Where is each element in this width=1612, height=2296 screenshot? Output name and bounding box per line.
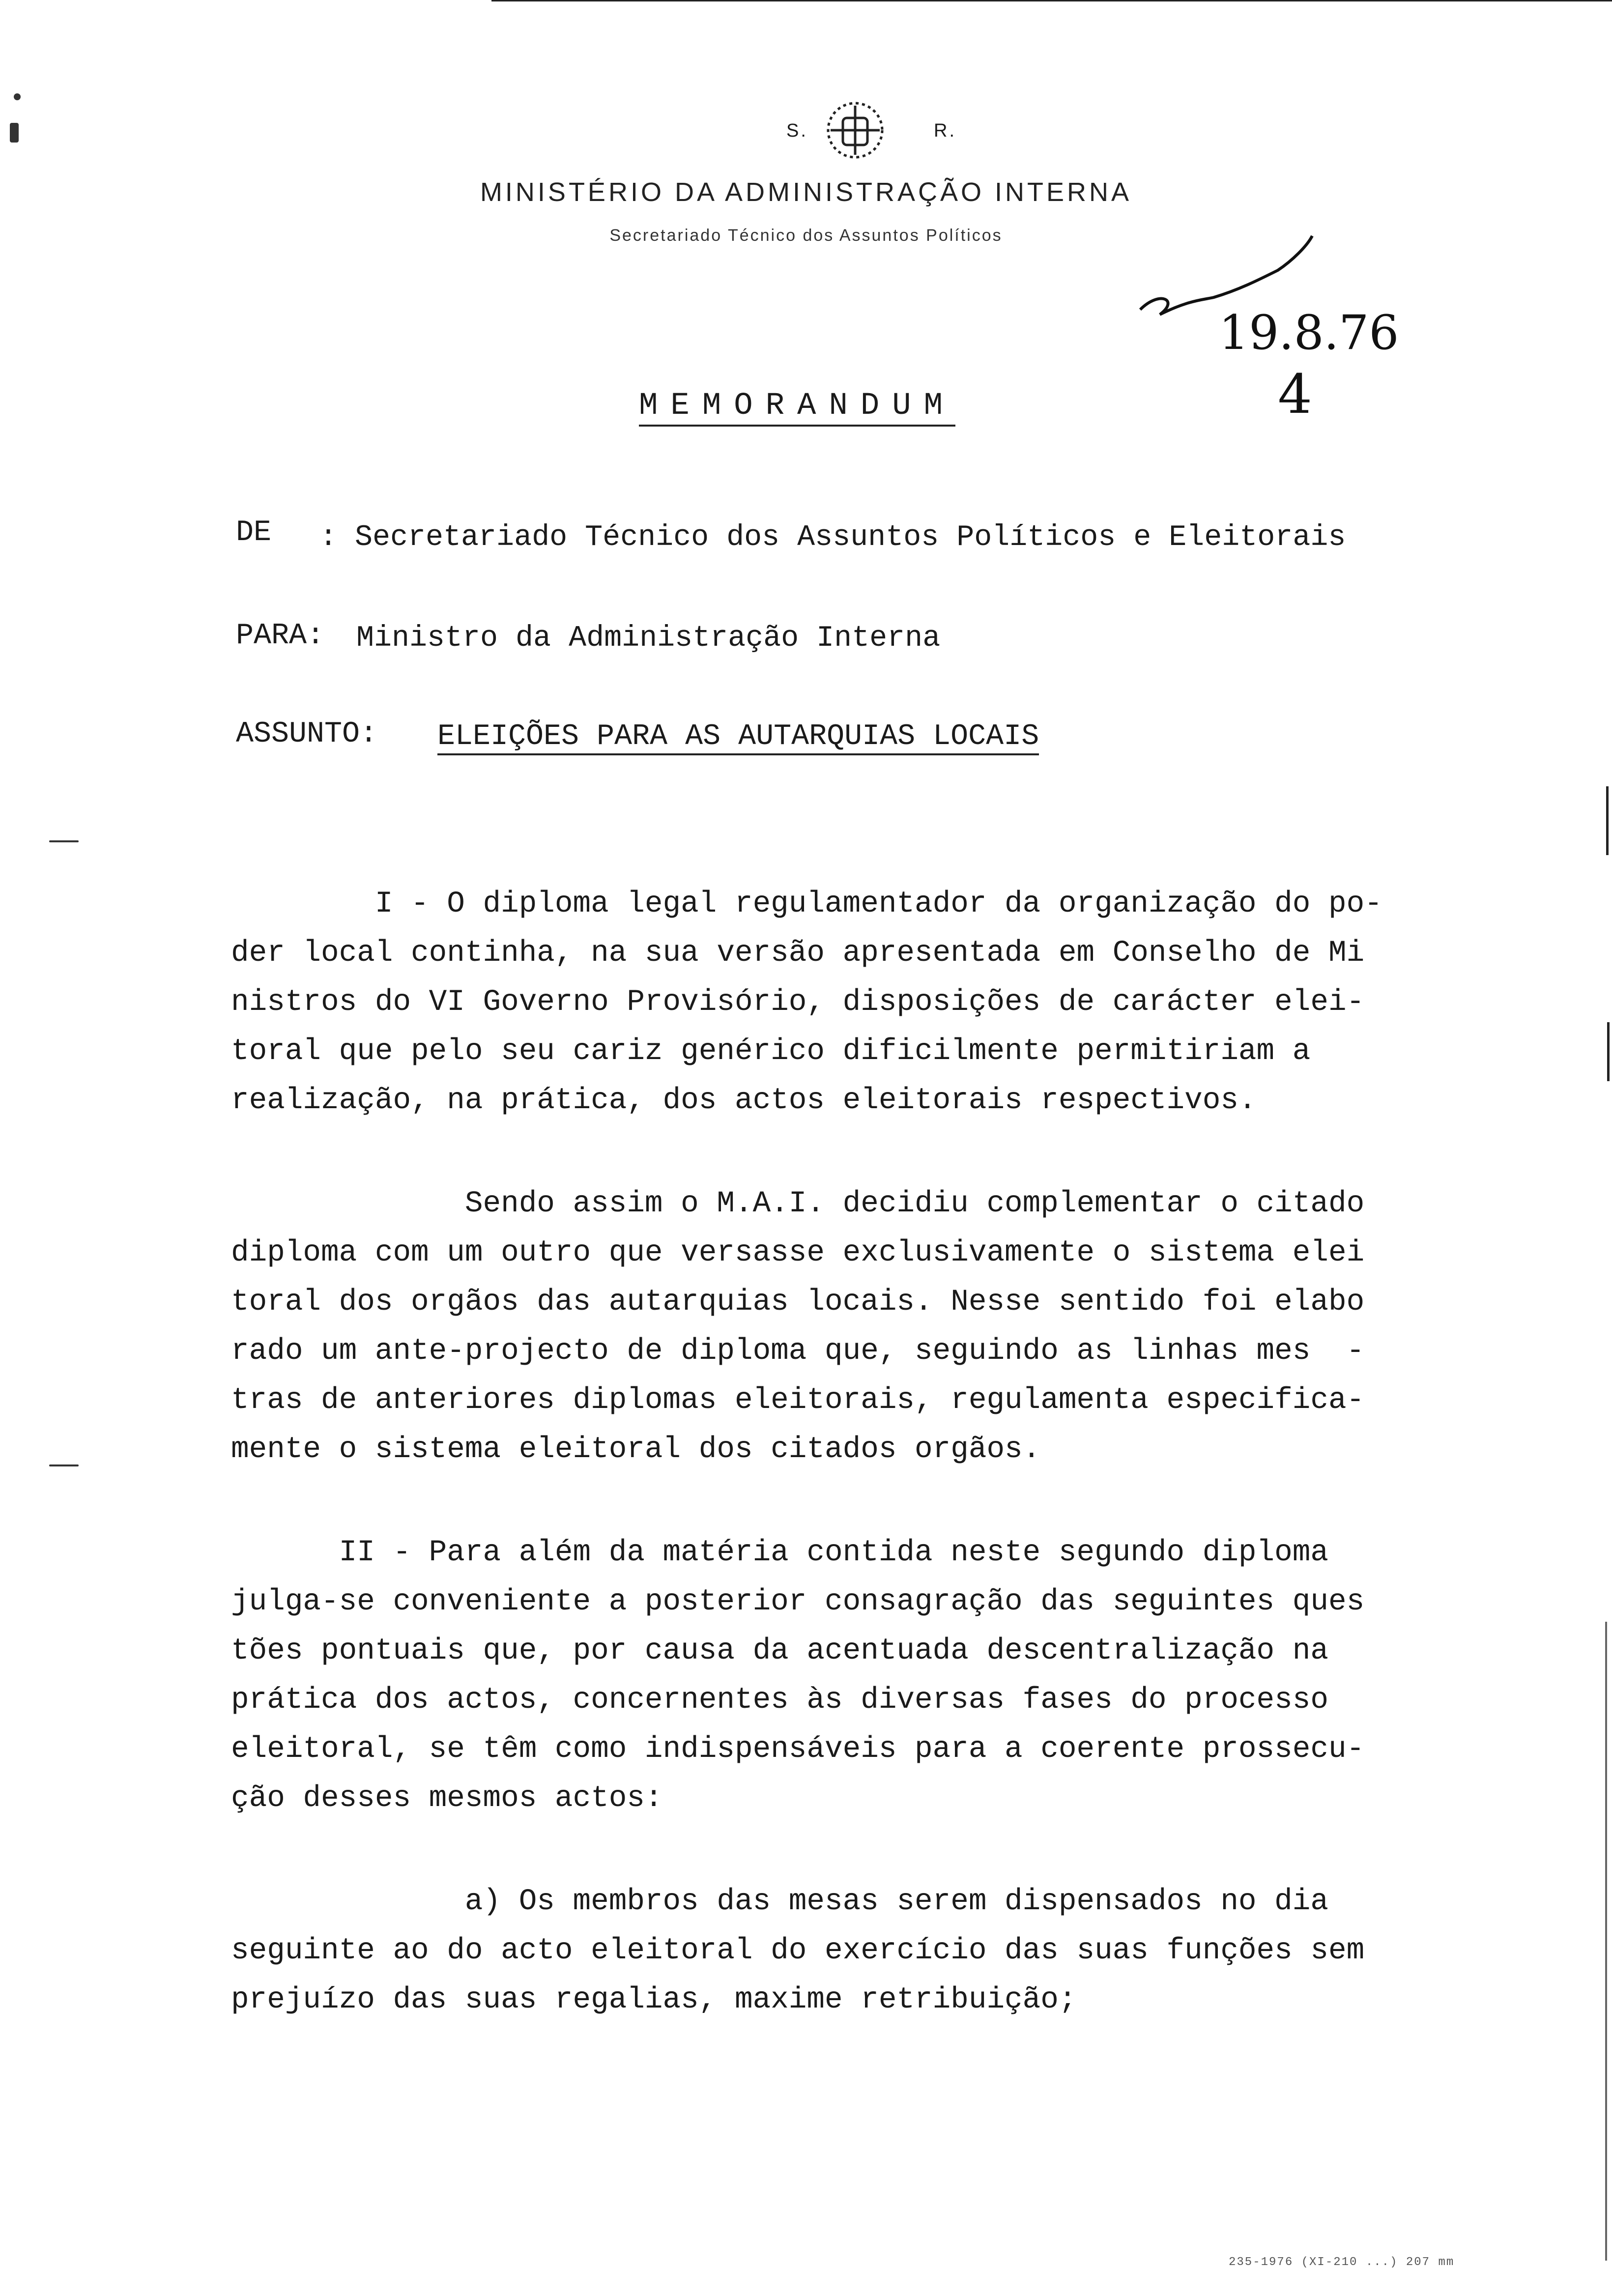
paragraph-line: Sendo assim o M.A.I. decidiu complementar o citado xyxy=(231,1187,1365,1221)
paragraph-line: mente o sistema eleitoral dos citados orgãos. xyxy=(231,1433,1041,1466)
letterhead-right-letter: R. xyxy=(934,120,956,141)
paragraph-3 xyxy=(231,1528,1519,1823)
paragraph-line: nistros do VI Governo Provisório, disposições de carácter elei- xyxy=(231,985,1365,1019)
letterhead-left-letter: S. xyxy=(786,120,808,141)
paragraph-4 xyxy=(231,1877,1519,2025)
paragraph-line: realização, na prática, dos actos eleitorais respectivos. xyxy=(231,1084,1257,1118)
coat-of-arms-emblem xyxy=(781,91,929,165)
secretariat-name: Secretariado Técnico dos Assuntos Políticos xyxy=(609,226,1003,245)
paragraph-1 xyxy=(231,880,1519,1125)
scan-dot xyxy=(49,1464,79,1466)
header-to-value: Ministro da Administração Interna xyxy=(356,622,941,655)
header-subject-value: ELEIÇÕES PARA AS AUTARQUIAS LOCAIS xyxy=(437,720,1039,755)
paragraph-line: rado um ante-projecto de diploma que, seguindo as linhas mes - xyxy=(231,1334,1365,1368)
handwritten-annotation xyxy=(1130,216,1406,423)
handwritten-date: 19.8.76 xyxy=(1219,305,1399,360)
paragraph-line: ção desses mesmos actos: xyxy=(231,1781,663,1815)
print-code: 235-1976 (XI-210 ...) 207 mm xyxy=(1229,2256,1455,2269)
paragraph-line: prática dos actos, concernentes às diversas fases do processo xyxy=(231,1683,1328,1717)
scan-edge-mark xyxy=(1605,1622,1607,2261)
memo-title: MEMORANDUM xyxy=(639,388,955,427)
scan-dot xyxy=(49,840,79,842)
handwritten-number: 4 xyxy=(1278,363,1312,423)
paragraph-line: julga-se conveniente a posterior consagração das seguintes ques xyxy=(231,1585,1365,1619)
paragraph-line: a) Os membros das mesas serem dispensados no dia xyxy=(231,1885,1328,1919)
scan-dot xyxy=(14,93,21,100)
header-from-label: DE xyxy=(236,516,272,549)
paragraph-2 xyxy=(231,1179,1519,1474)
paragraph-line: tras de anteriores diplomas eleitorais, regulamenta especifica- xyxy=(231,1383,1365,1417)
paragraph-line: I - O diploma legal regulamentador da organização do po- xyxy=(231,887,1382,921)
paragraph-line: II - Para além da matéria contida neste segundo diploma xyxy=(231,1536,1328,1570)
paragraph-line: tões pontuais que, por causa da acentuada descentralização na xyxy=(231,1634,1328,1668)
header-to-label: PARA: xyxy=(236,619,325,653)
scan-edge-mark xyxy=(1606,786,1609,855)
header-subject-label: ASSUNTO: xyxy=(236,718,378,751)
paragraph-line: toral dos orgãos das autarquias locais. Nesse sentido foi elabo xyxy=(231,1285,1365,1319)
paragraph-line: seguinte ao do acto eleitoral do exercício das suas funções sem xyxy=(231,1934,1365,1968)
paragraph-line: toral que pelo seu cariz genérico dificilmente permitiriam a xyxy=(231,1034,1311,1068)
scan-dot xyxy=(10,123,19,143)
paragraph-line: der local continha, na sua versão apresentada em Conselho de Mi xyxy=(231,936,1365,970)
paragraph-line: eleitoral, se têm como indispensáveis para a coerente prossecu- xyxy=(231,1732,1365,1766)
scan-top-rule xyxy=(491,0,1612,1)
scan-edge-mark xyxy=(1607,1022,1610,1081)
paragraph-line: diploma com um outro que versasse exclusivamente o sistema elei xyxy=(231,1236,1365,1270)
paragraph-line: prejuízo das suas regalias, maxime retribuição; xyxy=(231,1983,1077,2017)
ministry-name: MINISTÉRIO DA ADMINISTRAÇÃO INTERNA xyxy=(480,177,1132,207)
header-from-value: : Secretariado Técnico dos Assuntos Políticos e Eleitorais xyxy=(319,521,1346,554)
